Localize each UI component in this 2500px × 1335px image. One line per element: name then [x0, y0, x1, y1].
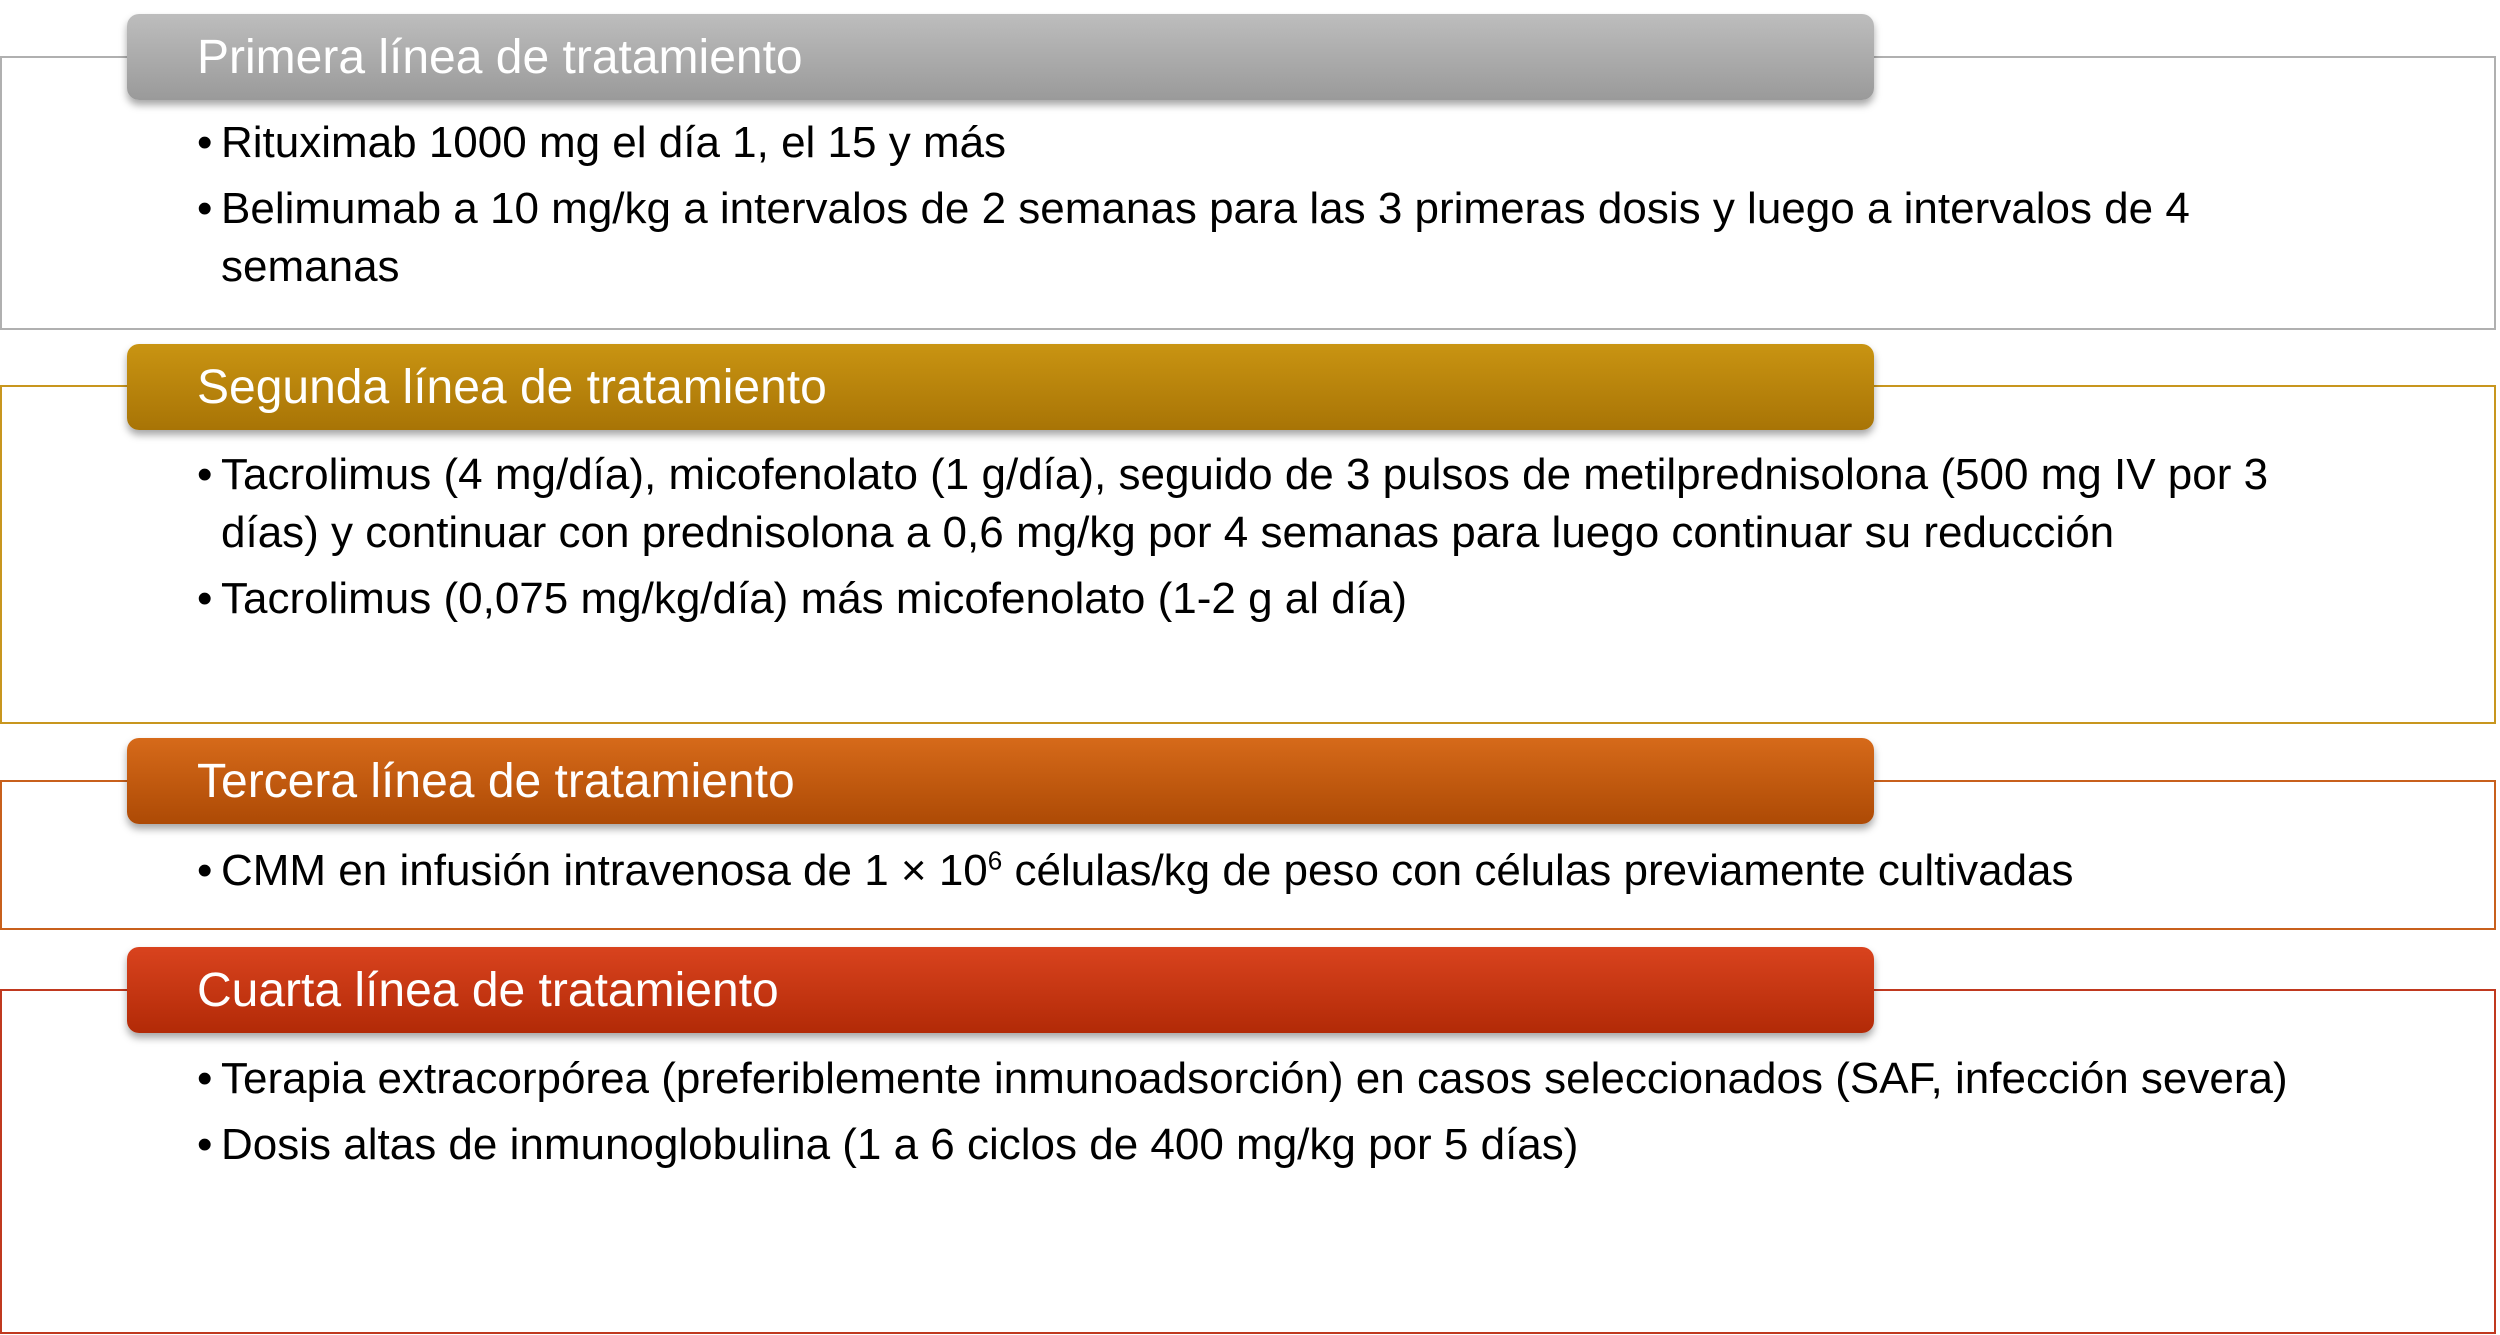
second-line-list [197, 446, 2347, 636]
list-item [197, 1050, 2347, 1108]
item-text: Dosis altas de inmunoglobulina (1 a 6 ciclos de 400 mg/kg por 5 días) [221, 1120, 1579, 1169]
list-item [197, 570, 2347, 628]
bullet-icon: • [197, 184, 213, 233]
item-text-before: CMM en infusión intravenosa de 1 × 10 [221, 846, 988, 895]
list-item [197, 842, 2347, 900]
fourth-line-title: Cuarta línea de tratamiento [197, 963, 779, 1017]
fourth-line-list [197, 1050, 2347, 1182]
list-item [197, 446, 2347, 562]
third-line-header [127, 738, 1874, 824]
item-text-superscript: 6 [987, 845, 1003, 876]
second-line-header [127, 344, 1874, 430]
list-item [197, 1116, 2347, 1174]
item-text: Terapia extracorpórea (preferiblemente inmunoadsorción) en casos seleccionados (SAF, infección severa) [221, 1054, 2288, 1103]
first-line-title: Primera línea de tratamiento [197, 30, 803, 84]
list-item [197, 180, 2347, 296]
bullet-icon: • [197, 118, 213, 167]
item-text: Rituximab 1000 mg el día 1, el 15 y más [221, 118, 1007, 167]
item-text: Tacrolimus (0,075 mg/kg/día) más micofenolato (1-2 g al día) [221, 574, 1408, 623]
bullet-icon: • [197, 1120, 213, 1169]
item-text-after: células/kg de peso con células previamente cultivadas [1002, 846, 2074, 895]
bullet-icon: • [197, 846, 213, 895]
item-text: Belimumab a 10 mg/kg a intervalos de 2 semanas para las 3 primeras dosis y luego a intervalos de 4 semanas [221, 184, 2190, 291]
first-line-header [127, 14, 1874, 100]
first-line-list [197, 114, 2347, 304]
second-line-title: Segunda línea de tratamiento [197, 360, 827, 414]
item-text: Tacrolimus (4 mg/día), micofenolato (1 g/día), seguido de 3 pulsos de metilprednisolona (500 mg IV por 3 días) y continuar con prednisolona a 0,6 mg/kg por 4 semanas para luego continuar su reducción [221, 450, 2269, 557]
list-item [197, 114, 2347, 172]
third-line-list [197, 842, 2347, 908]
bullet-icon: • [197, 450, 213, 499]
bullet-icon: • [197, 574, 213, 623]
third-line-title: Tercera línea de tratamiento [197, 754, 795, 808]
fourth-line-header [127, 947, 1874, 1033]
bullet-icon: • [197, 1054, 213, 1103]
